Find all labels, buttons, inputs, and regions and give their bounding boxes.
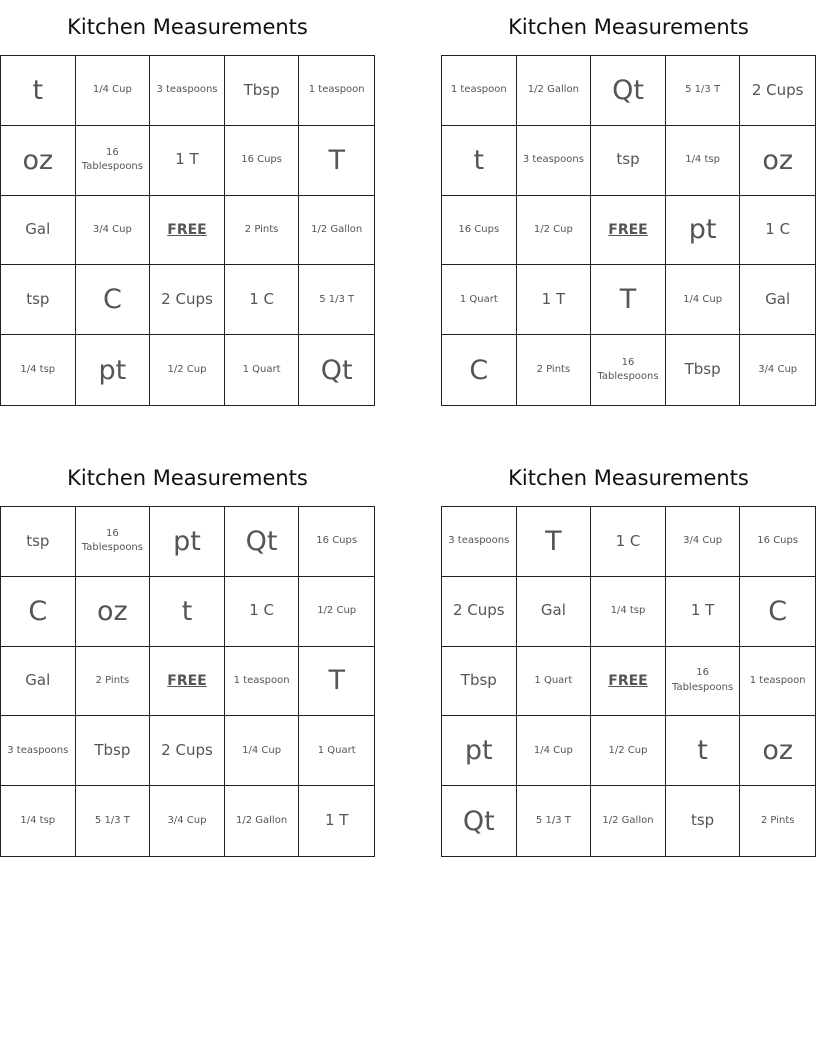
bingo-cell: Qt bbox=[225, 507, 300, 577]
bingo-cell: T bbox=[299, 647, 374, 717]
bingo-cell: T bbox=[591, 265, 666, 335]
bingo-cell: 1/4 Cup bbox=[225, 716, 300, 786]
bingo-cell: tsp bbox=[1, 507, 76, 577]
bingo-cell: 1/2 Cup bbox=[150, 335, 225, 405]
bingo-cell: 1/2 Cup bbox=[591, 716, 666, 786]
bingo-cell: 1 teaspoon bbox=[740, 647, 815, 717]
bingo-cell: 3 teaspoons bbox=[517, 126, 592, 196]
bingo-cell: oz bbox=[1, 126, 76, 196]
bingo-cell: T bbox=[299, 126, 374, 196]
bingo-cell: T bbox=[517, 507, 592, 577]
bingo-cell: Tbsp bbox=[666, 335, 741, 405]
bingo-cell: C bbox=[442, 335, 517, 405]
bingo-cell: 1 C bbox=[740, 196, 815, 266]
bingo-cell: 1/2 Gallon bbox=[299, 196, 374, 266]
bingo-cell: 16 Cups bbox=[442, 196, 517, 266]
bingo-cell: 2 Cups bbox=[740, 56, 815, 126]
bingo-cell: 16 Cups bbox=[299, 507, 374, 577]
bingo-cell: 2 Pints bbox=[517, 335, 592, 405]
bingo-cell: Gal bbox=[1, 196, 76, 266]
bingo-cell: 3/4 Cup bbox=[758, 363, 798, 375]
bingo-cell: Tbsp bbox=[225, 56, 300, 126]
card-title: Kitchen Measurements bbox=[67, 466, 308, 490]
bingo-cell: 1/2 Gallon bbox=[225, 786, 300, 856]
bingo-cell: 2 Cups bbox=[150, 716, 225, 786]
bingo-cell: 1/4 tsp bbox=[666, 126, 741, 196]
bingo-cell: tsp bbox=[1, 265, 76, 335]
bingo-cell: 1 T bbox=[324, 811, 349, 830]
bingo-cell: 5 1/3 T bbox=[299, 265, 374, 335]
bingo-cell: 3 teaspoons bbox=[1, 716, 76, 786]
bingo-cell: 1/4 Cup bbox=[517, 716, 592, 786]
bingo-grid bbox=[441, 506, 816, 857]
bingo-cell: 3 teaspoons bbox=[150, 56, 225, 126]
bingo-card-1 bbox=[0, 0, 375, 406]
bingo-cell: oz bbox=[740, 126, 815, 196]
bingo-cell: 1 teaspoon bbox=[225, 647, 300, 717]
bingo-cell: 2 Cups bbox=[442, 577, 517, 647]
bingo-cell: Tbsp bbox=[76, 716, 151, 786]
bingo-cell: Gal bbox=[1, 647, 76, 717]
card-title: Kitchen Measurements bbox=[508, 466, 749, 490]
bingo-cell: Qt bbox=[320, 354, 353, 386]
bingo-cell: 1 C bbox=[591, 507, 666, 577]
bingo-cell: C bbox=[740, 577, 815, 647]
bingo-cell: 1/2 Cup bbox=[299, 577, 374, 647]
bingo-cell: 16 Cups bbox=[740, 507, 815, 577]
bingo-cell: 1 teaspoon bbox=[299, 56, 374, 126]
bingo-cell: 1 T bbox=[150, 126, 225, 196]
bingo-cell: 1 Quart bbox=[299, 716, 374, 786]
bingo-cell: 2 Cups bbox=[150, 265, 225, 335]
bingo-card-3 bbox=[0, 451, 375, 857]
bingo-cell: 1 C bbox=[225, 265, 300, 335]
bingo-cell: 1 Quart bbox=[225, 335, 300, 405]
bingo-cell: 16 Tablespoons bbox=[666, 647, 741, 717]
bingo-cell: C bbox=[76, 265, 151, 335]
bingo-cell: 1/2 Cup bbox=[517, 196, 592, 266]
bingo-cell: 16 Tablespoons bbox=[76, 126, 151, 196]
bingo-cell: tsp bbox=[591, 126, 666, 196]
bingo-cell: t bbox=[666, 716, 741, 786]
bingo-grid bbox=[0, 506, 375, 857]
bingo-cell: Qt bbox=[442, 786, 517, 856]
card-title: Kitchen Measurements bbox=[67, 15, 308, 39]
bingo-cell: 3/4 Cup bbox=[666, 507, 741, 577]
bingo-cell: 3 teaspoons bbox=[442, 507, 517, 577]
bingo-cell: oz bbox=[76, 577, 151, 647]
bingo-cell: Gal bbox=[740, 265, 815, 335]
bingo-cell: oz bbox=[740, 716, 815, 786]
free-space: FREE bbox=[150, 647, 225, 717]
bingo-cell: 3/4 Cup bbox=[150, 786, 225, 856]
bingo-cell: 1/4 tsp bbox=[1, 335, 76, 405]
bingo-cell: 1 Quart bbox=[517, 647, 592, 717]
bingo-cell: Tbsp bbox=[442, 647, 517, 717]
bingo-cell: 1 C bbox=[225, 577, 300, 647]
bingo-cell: 2 Pints bbox=[76, 647, 151, 717]
bingo-cell: 5 1/3 T bbox=[76, 786, 151, 856]
bingo-cell: tsp bbox=[666, 786, 741, 856]
bingo-cell: pt bbox=[150, 507, 225, 577]
bingo-cell: 1 T bbox=[666, 577, 741, 647]
bingo-cell: 1/2 Gallon bbox=[517, 56, 592, 126]
bingo-cell: pt bbox=[442, 716, 517, 786]
bingo-cell: Qt bbox=[591, 56, 666, 126]
bingo-cell: 5 1/3 T bbox=[666, 56, 741, 126]
card-title: Kitchen Measurements bbox=[508, 15, 749, 39]
bingo-cell: 1 teaspoon bbox=[442, 56, 517, 126]
free-space: FREE bbox=[150, 196, 225, 266]
bingo-cell: 3/4 Cup bbox=[76, 196, 151, 266]
bingo-cell: pt bbox=[666, 196, 741, 266]
bingo-cell: 16 Cups bbox=[225, 126, 300, 196]
bingo-cell: 1/4 Cup bbox=[666, 265, 741, 335]
bingo-cell: t bbox=[442, 126, 517, 196]
bingo-cell: pt bbox=[76, 335, 151, 405]
bingo-cell: 5 1/3 T bbox=[517, 786, 592, 856]
bingo-cell: t bbox=[150, 577, 225, 647]
bingo-cell: 1/4 tsp bbox=[1, 786, 76, 856]
bingo-cell: 16 Tablespoons bbox=[591, 335, 666, 405]
free-space: FREE bbox=[591, 647, 666, 717]
bingo-cell: 1/2 Gallon bbox=[591, 786, 666, 856]
bingo-grid bbox=[441, 55, 816, 406]
bingo-cell: Gal bbox=[517, 577, 592, 647]
bingo-cell: t bbox=[1, 56, 76, 126]
bingo-cell: 1/4 tsp bbox=[591, 577, 666, 647]
bingo-cell: C bbox=[1, 577, 76, 647]
bingo-cell: 1/4 Cup bbox=[76, 56, 151, 126]
free-space: FREE bbox=[591, 196, 666, 266]
bingo-card-2 bbox=[441, 0, 816, 406]
bingo-grid bbox=[0, 55, 375, 406]
bingo-card-4 bbox=[441, 451, 816, 857]
bingo-cell: 2 Pints bbox=[225, 196, 300, 266]
bingo-cell: 2 Pints bbox=[760, 814, 795, 826]
bingo-cell: 1 Quart bbox=[442, 265, 517, 335]
bingo-cell: 1 T bbox=[517, 265, 592, 335]
bingo-cell: 16 Tablespoons bbox=[76, 507, 151, 577]
